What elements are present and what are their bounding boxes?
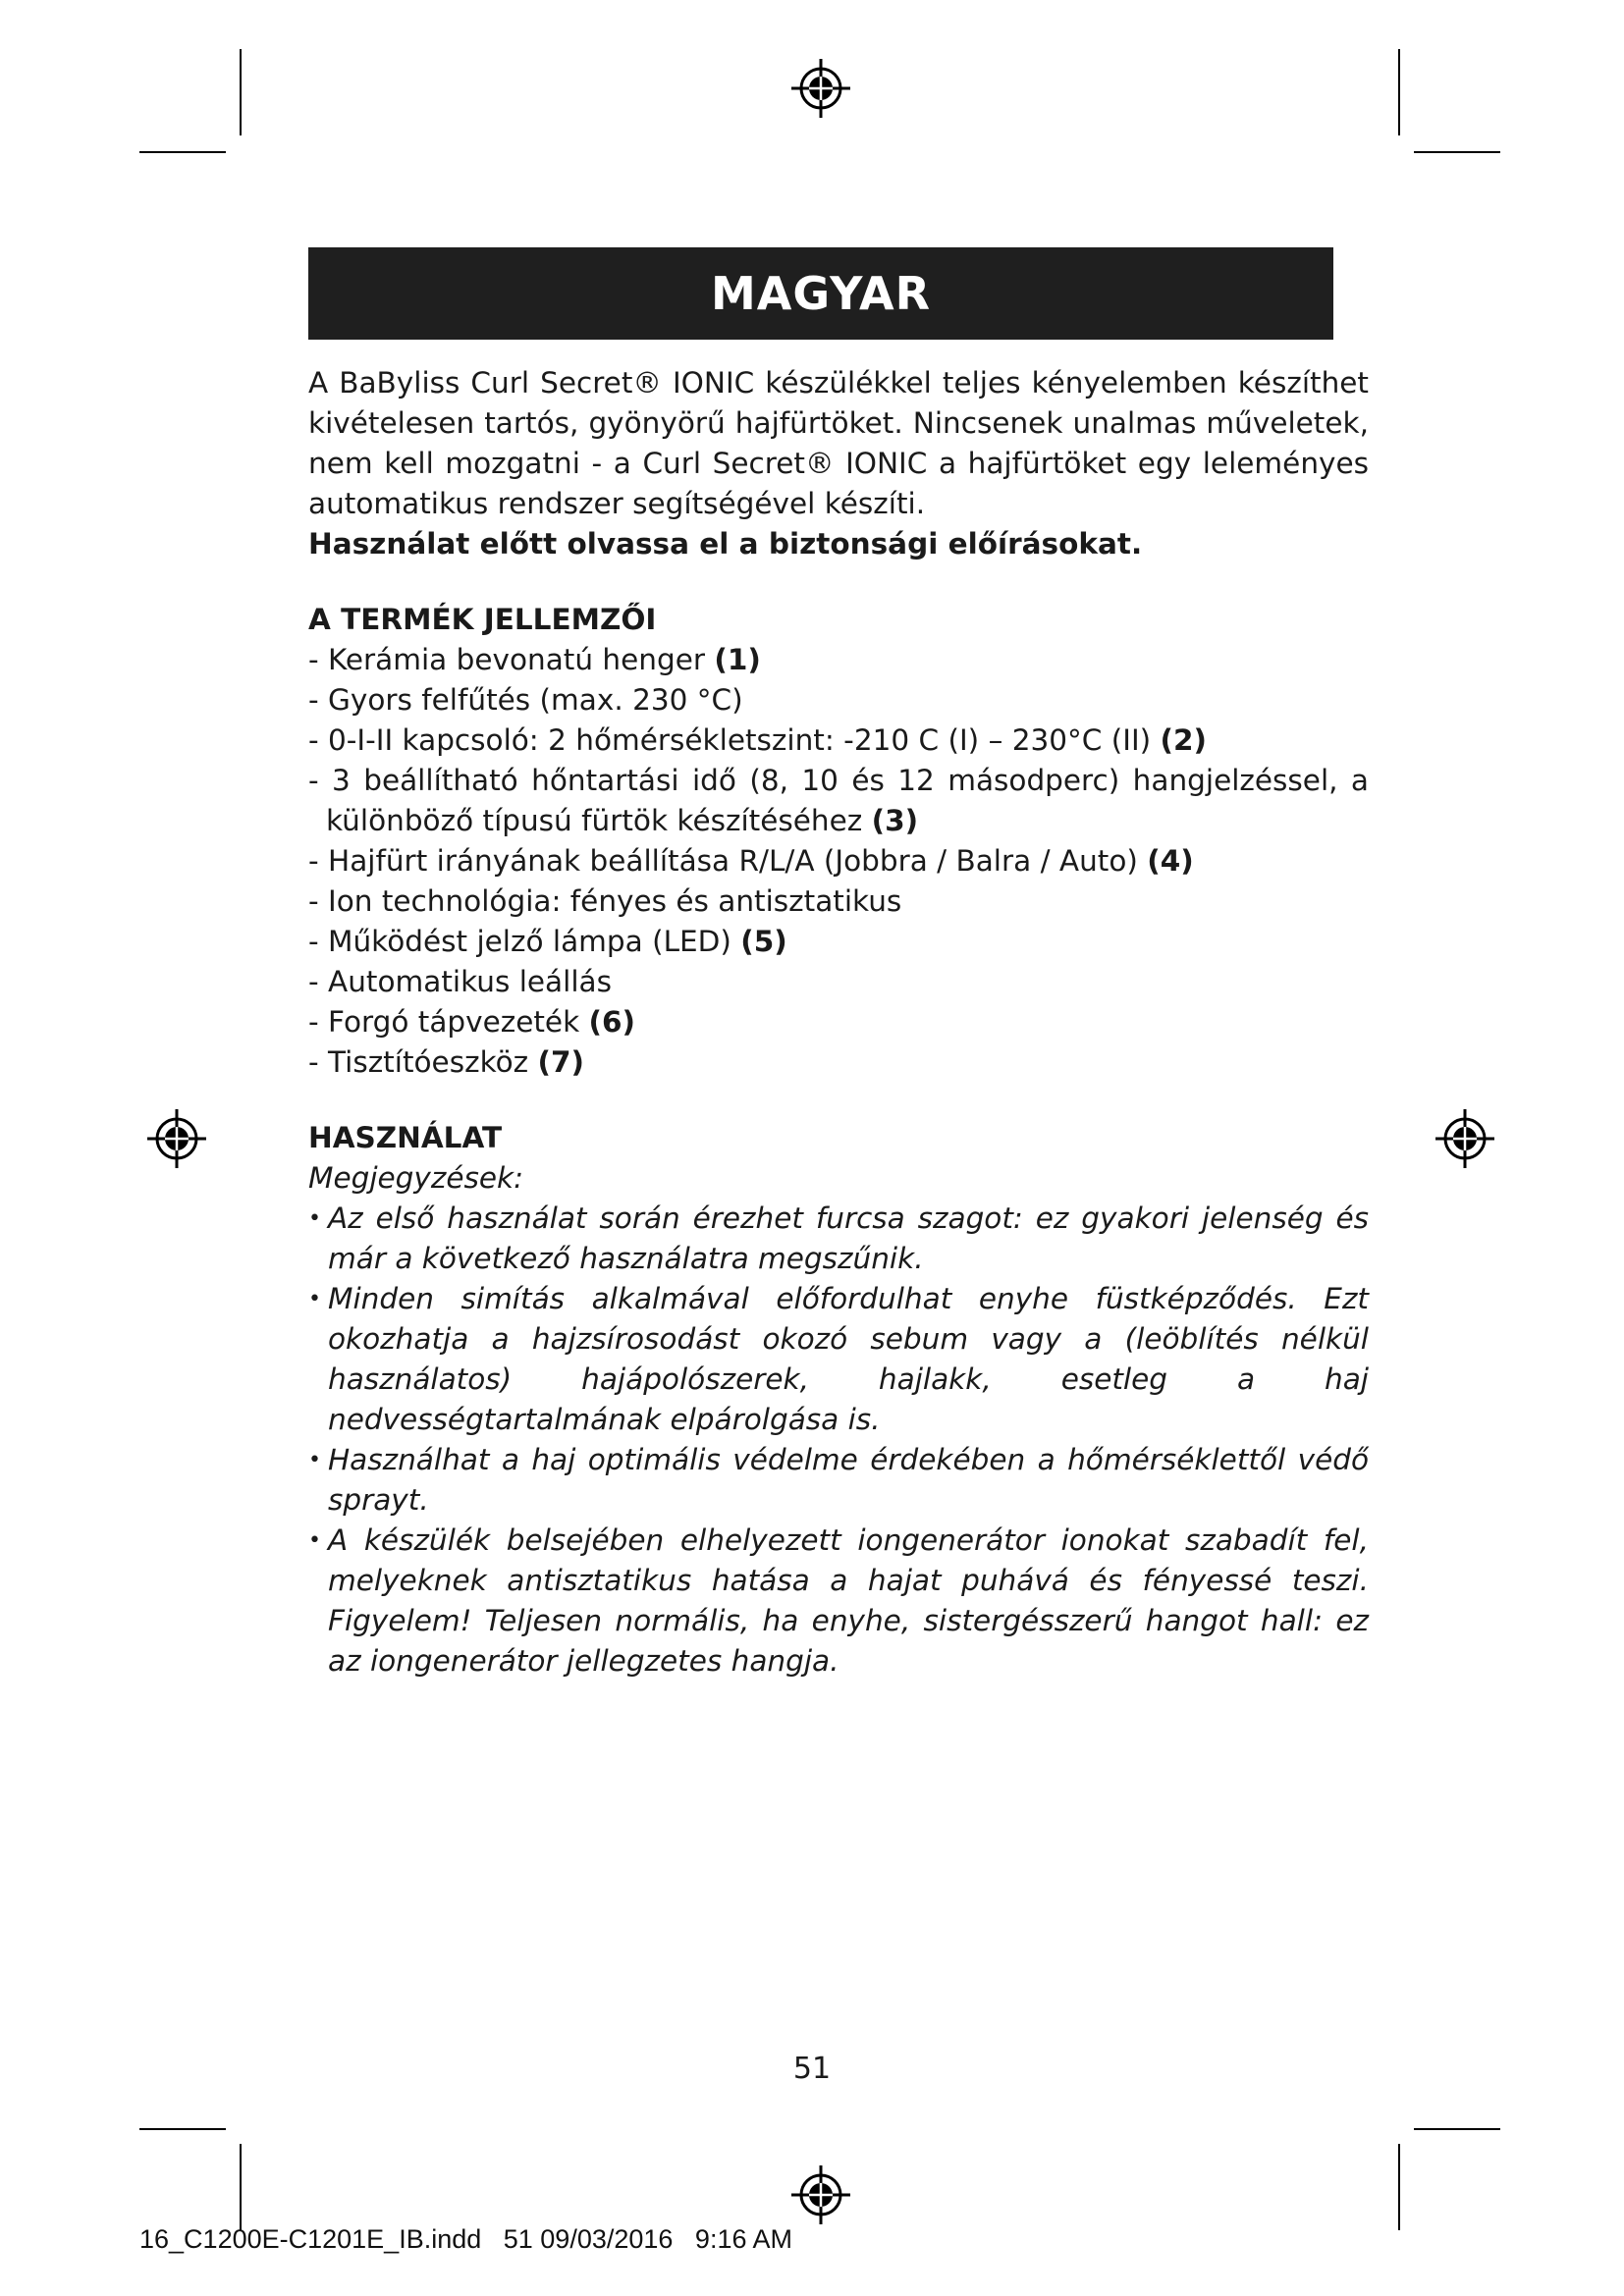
banner-title: MAGYAR [710, 267, 932, 320]
list-item: • Minden simítás alkalmával előfordulhat enyhe füstképződés. Ezt okozhatja a hajzsírosodást okozó sebum vagy a (leöblítés nélkül használatos) hajápolószerek, hajlakk, esetleg a haj nedvességtartalmának elpárolgása is. [308, 1279, 1369, 1440]
print-slug: 16_C1200E-C1201E_IB.indd 51 09/03/2016 9:16 AM [139, 2224, 792, 2254]
crop-mark-top-left-horizontal [139, 151, 226, 153]
list-item: - Automatikus leállás [308, 965, 612, 998]
page-number: 51 [792, 2052, 832, 2086]
safety-warning: Használat előtt olvassa el a biztonsági előírásokat. [308, 527, 1143, 561]
crop-mark-bottom-left-horizontal [139, 2128, 226, 2130]
crop-mark-bottom-right-horizontal [1414, 2128, 1500, 2130]
list-item: • Használhat a haj optimális védelme érdekében a hőmérséklettől védő sprayt. [308, 1440, 1369, 1521]
list-item: • A készülék belsejében elhelyezett iongenerátor ionokat szabadít fel, melyeknek antisztatikus hatása a hajat puhává és fényessé teszi. Figyelem! Teljesen normális, ha enyhe, sistergésszerű hangot hall: ez az iongenerátor jellegzetes hangja. [308, 1521, 1369, 1682]
list-item: - Gyors felfűtés (max. 230 °C) [308, 683, 743, 717]
registration-mark-icon [145, 1107, 208, 1170]
notes-list [308, 1199, 1369, 1682]
language-banner [308, 247, 1333, 340]
list-item: - Tisztítóeszköz (7) [308, 1045, 585, 1079]
features-list [308, 640, 1369, 1083]
list-item: - Forgó tápvezeték (6) [308, 1005, 636, 1039]
registration-mark-icon [789, 2163, 852, 2226]
crop-mark-bottom-right-vertical [1398, 2144, 1400, 2230]
notes-subheading: Megjegyzések: [308, 1161, 524, 1195]
crop-mark-top-left-vertical [240, 49, 242, 135]
usage-heading: HASZNÁLAT [308, 1121, 503, 1154]
list-item: - 0-I-II kapcsoló: 2 hőmérsékletszint: -210 C (I) – 230°C (II) (2) [308, 723, 1208, 757]
list-item: - 3 beállítható hőntartási idő (8, 10 és 12 másodperc) hangjelzéssel, a különböző típusú fürtök készítéséhez (3) [308, 764, 1369, 837]
list-item: • Az első használat során érezhet furcsa szagot: ez gyakori jelenség és már a következő használatra megszűnik. [308, 1199, 1369, 1279]
list-item: - Ion technológia: fényes és antisztatikus [308, 884, 902, 918]
page-content [308, 363, 1369, 1682]
features-heading: A TERMÉK JELLEMZŐI [308, 603, 657, 636]
crop-mark-top-right-horizontal [1414, 151, 1500, 153]
list-item: - Működést jelző lámpa (LED) (5) [308, 925, 787, 958]
intro-paragraph: A BaByliss Curl Secret® IONIC készülékkel teljes kényelemben készíthet kivételesen tartós, gyönyörű hajfürtöket. Nincsenek unalmas műveletek, nem kell mozgatni - a Curl Secret® IONIC a hajfürtöket egy leleményes automatikus rendszer segítségével készíti. [308, 366, 1369, 520]
crop-mark-top-right-vertical [1398, 49, 1400, 135]
registration-mark-icon [1434, 1107, 1496, 1170]
list-item: - Hajfürt irányának beállítása R/L/A (Jobbra / Balra / Auto) (4) [308, 844, 1194, 878]
crop-mark-bottom-left-vertical [240, 2144, 242, 2230]
list-item: - Kerámia bevonatú henger (1) [308, 643, 761, 676]
registration-mark-icon [789, 57, 852, 120]
